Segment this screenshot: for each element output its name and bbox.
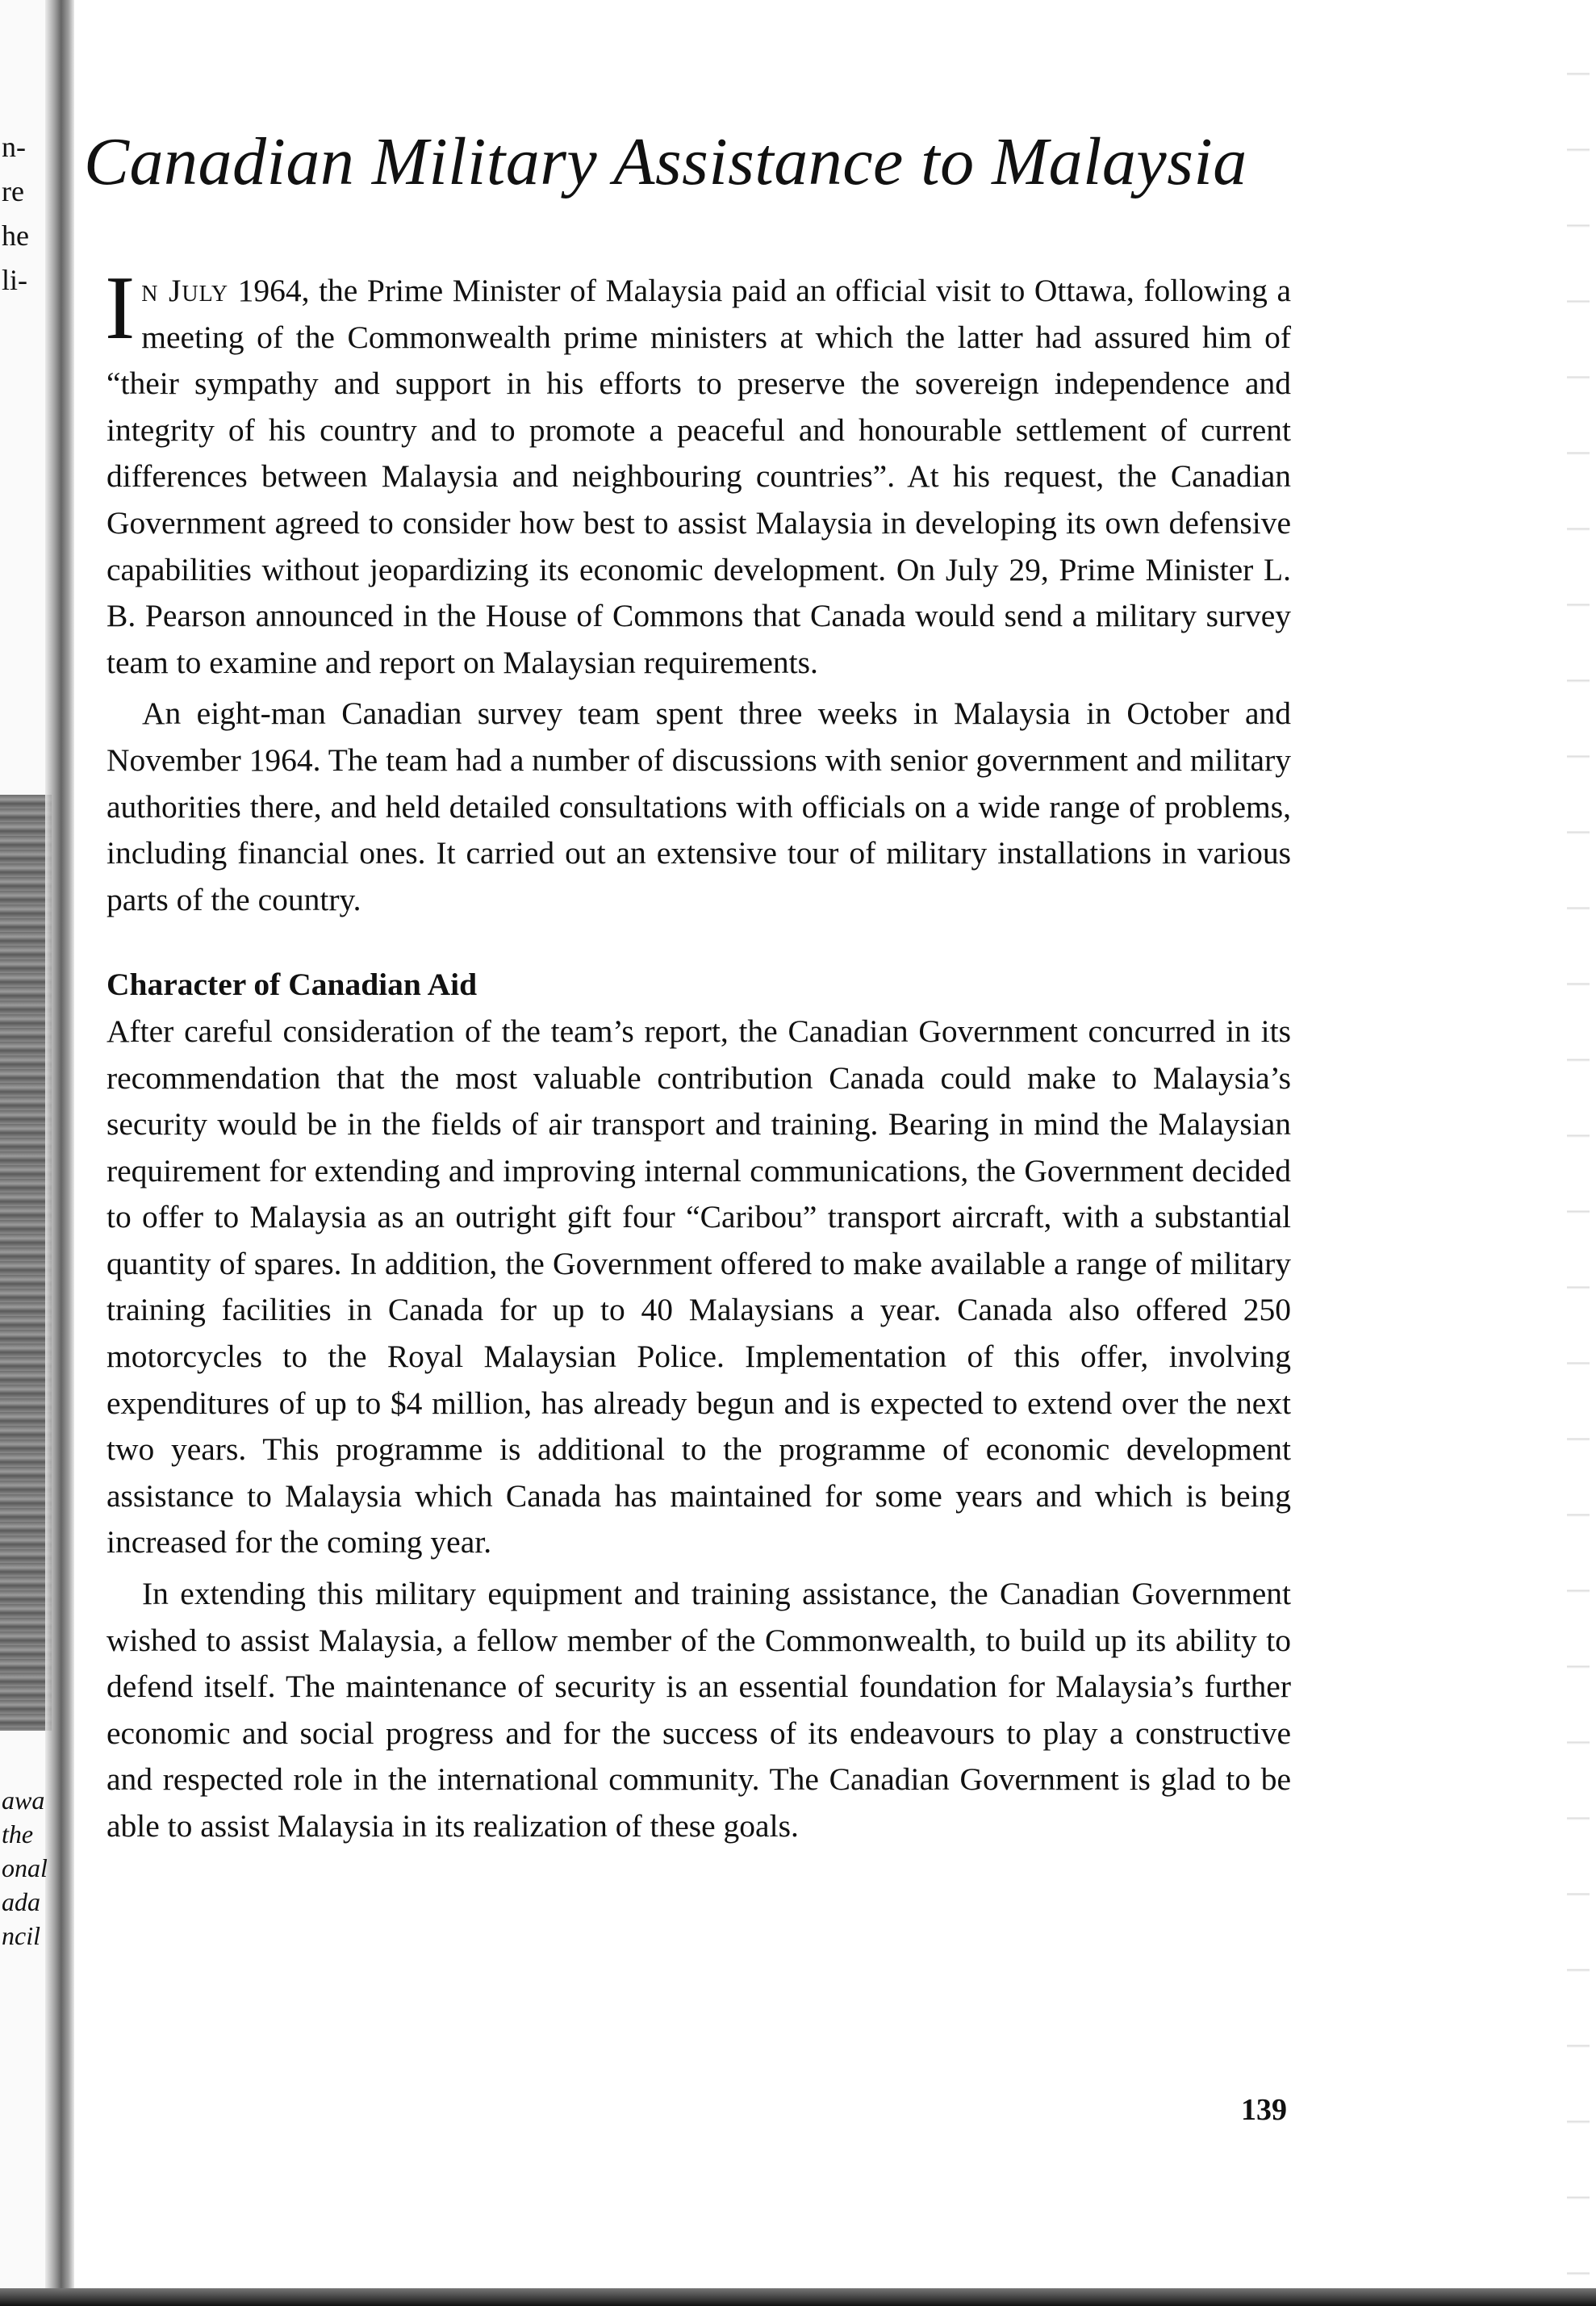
facing-page-photo (0, 795, 52, 1731)
paragraph-3: After careful consideration of the team’s report, the Canadian Government concurred in its recommendation that the most valuable contribution Canada could make to Malaysia’s security would be in the fields of air transport and training. Bearing in mind the Malaysian requirement for extending and improving internal communications, the Government decided to offer to Malaysia as an outright gift four “Caribou” transport aircraft, with a substantial quantity of spares. In addition, the Government offered to make available a range of military training facilities in Canada for up to 40 Malaysians a year. Canada also offered 250 motorcycles to the Royal Malaysian Police. Implementation of this offer, involving expenditures of up to $4 million, has already begun and is expected to extend over the next two years. This programme is additional to the programme of economic development assistance to Malaysia which Canada has maintained for some years and which is being increased for the coming year. (107, 1013, 1291, 1560)
facing-fragment: ncil (2, 1921, 40, 1950)
facing-fragment: ada (2, 1887, 40, 1916)
page-bottom-edge (0, 2288, 1596, 2306)
paragraph-1-text: 1964, the Prime Minister of Malaysia paid an official visit to Ottawa, following a meeting of the Commonwealth prime ministers at which the latter had assured him of “their sympathy and support in his efforts to preserve the sovereign independence and integrity of his country and to promote a peaceful and honourable settlement of current differences between Malaysia and neighbouring countries”. At his request, the Canadian Government agreed to consider how best to assist Malaysia in developing its own defensive capabilities without jeopardizing its economic development. On July 29, Prime Minister L. B. Pearson announced in the House of Commons that Canada would send a military survey team to examine and report on Malaysian requirements. (107, 273, 1291, 680)
book-binding (45, 0, 74, 2306)
paragraph-1 (105, 258, 1291, 686)
facing-fragment: awa (2, 1786, 45, 1815)
lead-in: n July (141, 273, 229, 308)
section-heading: Character of Canadian Aid (107, 967, 478, 1003)
paragraph-2: An eight-man Canadian survey team spent three weeks in Malaysia in October and November 1964. The team had a number of discussions with senior government and military authorities there, and held detailed consultations with officials on a wide range of problems, including financial ones. It carried out an extensive tour of military installations in various parts of the country. (107, 696, 1291, 917)
drop-cap: I (105, 258, 136, 358)
facing-fragment: the (2, 1819, 34, 1849)
article-body (105, 258, 1291, 1850)
facing-fragment: n- (2, 131, 26, 163)
facing-fragment: onal (2, 1853, 48, 1882)
scan-speckle (1567, 0, 1590, 2288)
facing-fragment: re (2, 175, 24, 207)
facing-fragment: li- (2, 264, 27, 296)
page-title: Canadian Military Assistance to Malaysia (84, 124, 1247, 199)
page-number: 139 (1241, 2093, 1287, 2127)
paragraph-4: In extending this military equipment and training assistance, the Canadian Government wished to assist Malaysia, a fellow member of the Commonwealth, to build up its ability to defend itself. The maintenance of security is an essential foundation for Malaysia’s further economic and social progress and for the success of its endeavours to play a constructive and respected role in the international community. The Canadian Government is glad to be able to assist Malaysia in its realization of these goals. (107, 1576, 1291, 1844)
facing-fragment: he (2, 219, 29, 252)
